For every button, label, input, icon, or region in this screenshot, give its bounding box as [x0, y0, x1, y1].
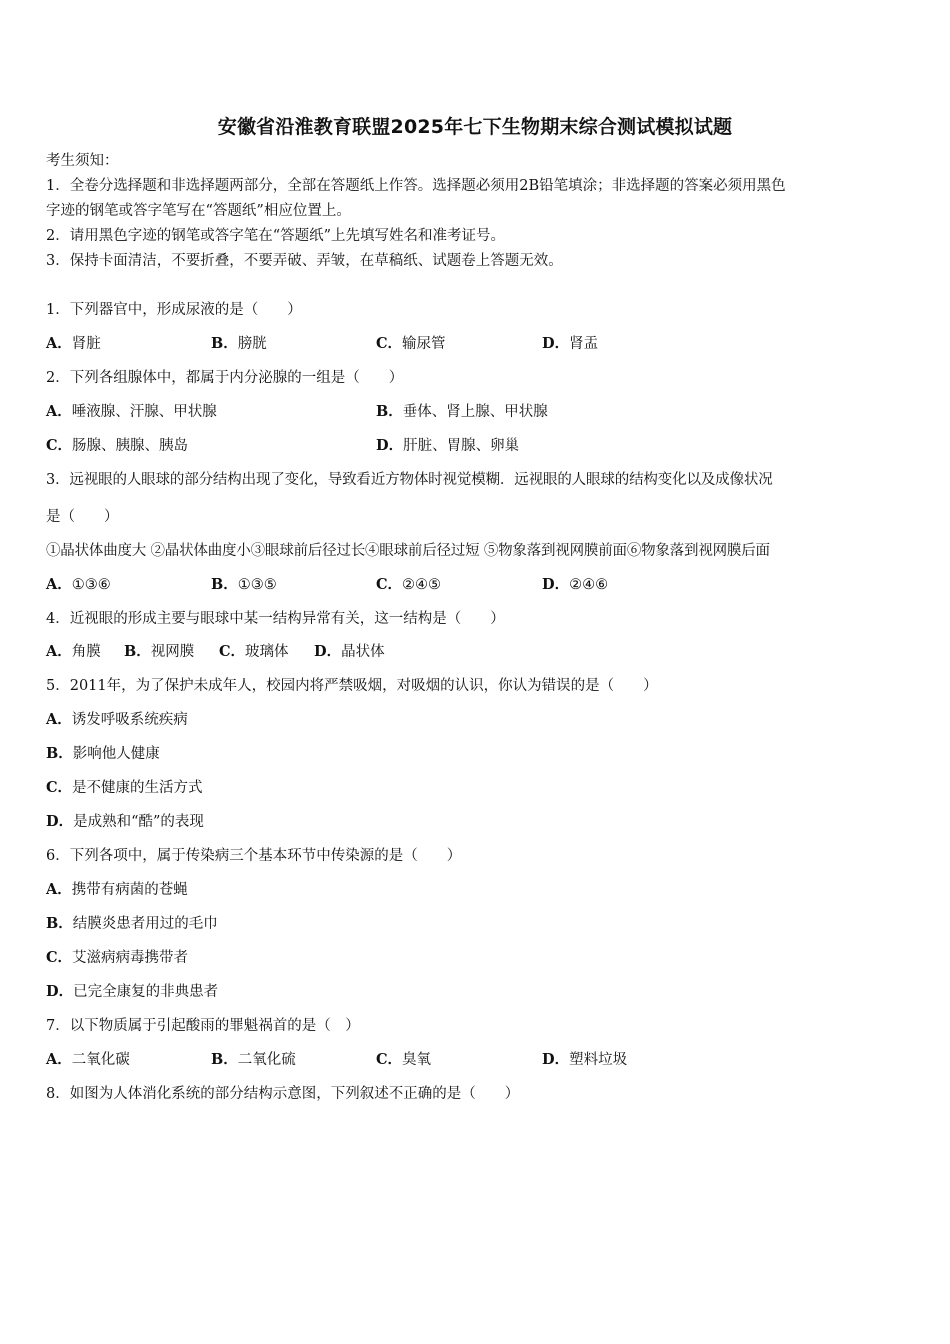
question-6-option-c: C．艾滋病病毒携带者 [46, 949, 189, 966]
question-2-option-d: D．肝脏、胃腺、卵巢 [376, 437, 520, 454]
question-6-option-a: A．携带有病菌的苍蝇 [46, 881, 188, 898]
question-5-option-a: A．诱发呼吸系统疾病 [46, 711, 188, 728]
question-3-option-c: C．②④⑤ [376, 576, 442, 593]
question-3-stem-line-1: 3．远视眼的人眼球的部分结构出现了变化，导致看近方物体时视觉模糊．远视眼的人眼球的结构变化以及成像状况 [46, 472, 773, 488]
question-2-option-a: A．唾液腺、汗腺、甲状腺 [46, 403, 217, 420]
question-2-stem: 2．下列各组腺体中，都属于内分泌腺的一组是（ ） [46, 370, 404, 386]
question-5-stem: 5．2011年，为了保护未成年人，校园内将严禁吸烟，对吸烟的认识，你认为错误的是（ ） [46, 678, 658, 694]
question-3-stem-line-2: 是（ ） [46, 509, 119, 525]
question-4-option-c: C．玻璃体 [219, 643, 289, 660]
question-1-option-c: C．输尿管 [376, 335, 446, 352]
notice-item-1-line-2: 字迹的钢笔或答字笔写在“答题纸”相应位置上。 [46, 203, 351, 219]
question-4-option-b: B．视网膜 [124, 643, 195, 660]
question-1-option-b: B．膀胱 [211, 335, 267, 352]
question-3-option-b: B．①③⑤ [211, 576, 277, 593]
notice-item-3: 3．保持卡面清洁，不要折叠，不要弄破、弄皱，在草稿纸、试题卷上答题无效。 [46, 253, 563, 269]
question-5-option-c: C．是不健康的生活方式 [46, 779, 203, 796]
question-7-stem: 7．以下物质属于引起酸雨的罪魁祸首的是（ ） [46, 1018, 360, 1034]
question-7-option-c: C．臭氧 [376, 1051, 432, 1068]
question-5-option-d: D．是成熟和“酷”的表现 [46, 813, 204, 830]
question-7-option-a: A．二氧化碳 [46, 1051, 130, 1068]
question-8-stem: 8．如图为人体消化系统的部分结构示意图，下列叙述不正确的是（ ） [46, 1086, 520, 1102]
question-4-stem: 4．近视眼的形成主要与眼球中某一结构异常有关，这一结构是（ ） [46, 611, 505, 627]
notice-item-1-line-1: 1．全卷分选择题和非选择题两部分，全部在答题纸上作答。选择题必须用2B铅笔填涂；非选择题的答案必须用黑色 [46, 178, 786, 194]
question-5-option-b: B．影响他人健康 [46, 745, 160, 762]
notice-heading: 考生须知： [46, 153, 119, 169]
question-7-option-d: D．塑料垃圾 [542, 1051, 628, 1068]
question-1-stem: 1．下列器官中，形成尿液的是（ ） [46, 302, 302, 318]
question-6-option-d: D．已完全康复的非典患者 [46, 983, 219, 1000]
question-1-option-d: D．肾盂 [542, 335, 599, 352]
question-4-option-a: A．角膜 [46, 643, 101, 660]
question-6-option-b: B．结膜炎患者用过的毛巾 [46, 915, 218, 932]
question-2-option-c: C．肠腺、胰腺、胰岛 [46, 437, 189, 454]
page-title: 安徽省沿淮教育联盟2025年七下生物期末综合测试模拟试题 [217, 116, 733, 138]
notice-item-2: 2．请用黑色字迹的钢笔或答字笔在“答题纸”上先填写姓名和准考证号。 [46, 228, 506, 244]
question-4-option-d: D．晶状体 [314, 643, 385, 660]
question-3-statements: ①晶状体曲度大 ②晶状体曲度小③眼球前后径过长④眼球前后径过短 ⑤物象落到视网膜前面⑥物象落到视网膜后面 [46, 543, 770, 559]
question-6-stem: 6．下列各项中，属于传染病三个基本环节中传染源的是（ ） [46, 848, 462, 864]
question-3-option-d: D．②④⑥ [542, 576, 609, 593]
question-3-option-a: A．①③⑥ [46, 576, 111, 593]
question-1-option-a: A．肾脏 [46, 335, 101, 352]
question-7-option-b: B．二氧化硫 [211, 1051, 296, 1068]
question-2-option-b: B．垂体、肾上腺、甲状腺 [376, 403, 548, 420]
